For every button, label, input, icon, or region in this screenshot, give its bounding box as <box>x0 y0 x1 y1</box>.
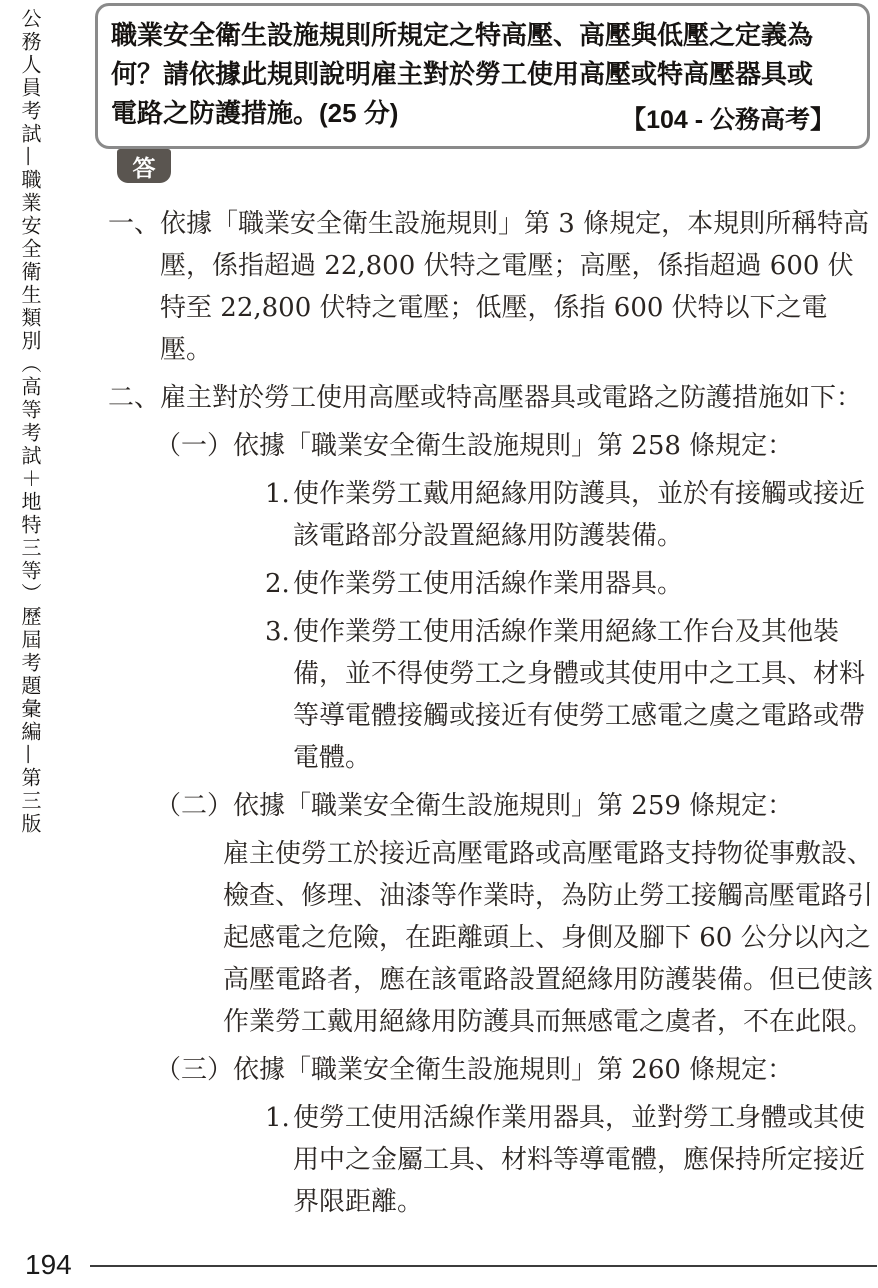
list-marker: 2. <box>265 569 290 599</box>
answer-badge <box>117 149 171 183</box>
answer-point-text: 使作業勞工使用活線作業用器具。 <box>293 569 684 599</box>
answer-subitem-2-2 <box>155 785 878 827</box>
answer-point-2-1-1 <box>265 473 878 557</box>
question-box <box>95 3 870 149</box>
list-marker: 一、 <box>108 209 161 239</box>
answer-item-text: 依據「職業安全衛生設施規則」第 3 條規定，本規則所稱特高壓，係指超過 22,800 伏特之電壓；高壓，係指超過 600 伏特至 22,800 伏特之電壓；低壓，係指 600 伏特以下之電壓。 <box>160 209 870 365</box>
answer-subitem-2-3 <box>155 1049 878 1091</box>
answer-item-2 <box>108 377 878 419</box>
page-number: 194 <box>25 1249 72 1280</box>
answer-point-2-1-2 <box>265 563 878 605</box>
question-text: 職業安全衛生設施規則所規定之特高壓、高壓與低壓之定義為何？請依據此規則說明雇主對於勞工使用高壓或特高壓器具或電路之防護措施。(25 分) <box>111 20 814 128</box>
answer-subitem-text: 依據「職業安全衛生設施規則」第 259 條規定： <box>233 791 794 821</box>
answer-content <box>108 203 878 1229</box>
list-marker: 3. <box>265 617 290 647</box>
answer-point-2-3-1 <box>265 1097 878 1223</box>
answer-point-text: 使勞工使用活線作業用器具，並對勞工身體或其使用中之金屬工具、材料等導電體，應保持所定接近界限距離。 <box>293 1103 866 1217</box>
answer-point-text: 使作業勞工使用活線作業用絕緣工作台及其他裝備，並不得使勞工之身體或其使用中之工具、材料等導電體接觸或接近有使勞工感電之虞之電路或帶電體。 <box>293 617 866 773</box>
answer-point-text: 使作業勞工戴用絕緣用防護具，並於有接觸或接近該電路部分設置絕緣用防護裝備。 <box>293 479 866 551</box>
answer-item-text: 雇主對於勞工使用高壓或特高壓器具或電路之防護措施如下： <box>160 383 863 413</box>
list-marker: （二） <box>155 791 234 821</box>
answer-item-1 <box>108 203 878 371</box>
answer-point-2-1-3 <box>265 611 878 779</box>
answer-subitem-text: 依據「職業安全衛生設施規則」第 260 條規定： <box>233 1055 794 1085</box>
list-marker: 1. <box>265 479 290 509</box>
answer-subitem-text: 依據「職業安全衛生設施規則」第 258 條規定： <box>233 431 794 461</box>
answer-paragraph-2-2 <box>223 833 878 1043</box>
list-marker: 1. <box>265 1103 290 1133</box>
answer-paragraph-text: 雇主使勞工於接近高壓電路或高壓電路支持物從事敷設、檢查、修理、油漆等作業時，為防止勞工接觸高壓電路引起感電之危險，在距離頭上、身側及腳下 60 公分以內之高壓電路者，應在該電路設置絕緣用防護裝備。但已使該作業勞工戴用絕緣用防護具而無感電之虞者，不在此限。 <box>223 839 874 1037</box>
list-marker: （一） <box>155 431 234 461</box>
footer-rule <box>90 1265 877 1267</box>
book-spine-title: 公務人員考試—職業安全衛生類別（高等考試＋地特三等）歷屆考題彙編—第三版 <box>18 8 42 836</box>
list-marker: 二、 <box>108 383 161 413</box>
list-marker: （三） <box>155 1055 234 1085</box>
question-source-tag: 【104 - 公務高考】 <box>613 106 835 134</box>
answer-subitem-2-1 <box>155 425 878 467</box>
answer-badge-label: 答 <box>132 154 156 181</box>
